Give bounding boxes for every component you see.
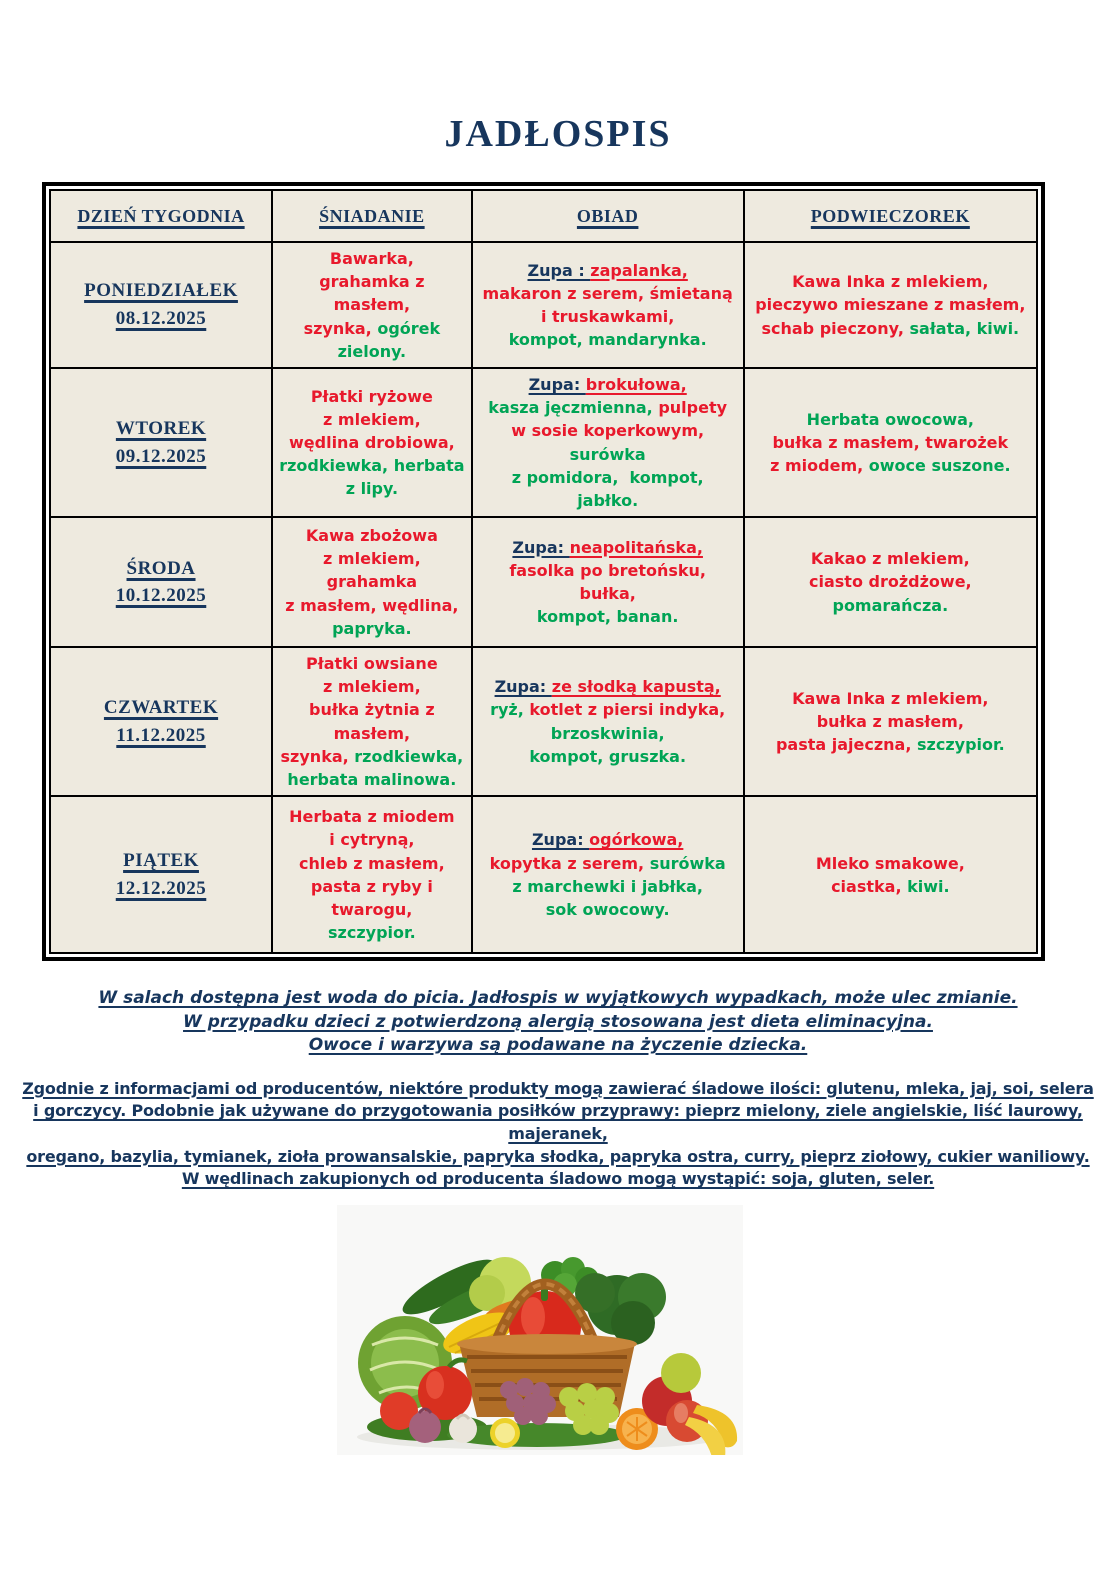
menu-item-text: bułka z masłem, twarożek xyxy=(772,432,1009,452)
menu-item-text: Mleko smakowe, xyxy=(815,853,965,873)
menu-item-text: kopytka z serem, xyxy=(489,853,650,873)
menu-line xyxy=(279,477,465,500)
day-name: PIĄTEK xyxy=(123,850,199,872)
menu-item-text: Kawa Inka z mlekiem, xyxy=(792,688,989,708)
menu-line xyxy=(279,828,465,851)
header-row xyxy=(50,190,1037,242)
menu-item-text: Zupa: xyxy=(512,537,570,557)
menu-item-text: Zupa: xyxy=(494,677,552,697)
snack-cell xyxy=(744,796,1037,953)
menu-item-text: pomarańcza. xyxy=(832,595,949,615)
menu-line xyxy=(279,317,465,363)
day-name: CZWARTEK xyxy=(103,697,219,719)
menu-item-text: Zupa : xyxy=(527,260,591,280)
menu-item-text: z mlekiem, xyxy=(323,677,421,697)
menu-item-text: makaron z serem, śmietaną xyxy=(482,283,733,303)
menu-line xyxy=(279,745,465,768)
menu-item-text: szynka, xyxy=(280,746,355,766)
menu-line xyxy=(279,594,465,617)
menu-item-text: Płatki ryżowe xyxy=(310,386,433,406)
menu-item-text: Kawa zbożowa xyxy=(305,526,438,546)
menu-item-text: z mlekiem, xyxy=(323,409,421,429)
day-cell xyxy=(50,242,272,368)
menu-line xyxy=(479,828,737,851)
menu-item-text: Zupa: xyxy=(531,830,590,850)
menu-line xyxy=(479,536,737,559)
lunch-cell xyxy=(472,242,744,368)
table-row xyxy=(50,517,1037,647)
snack-cell xyxy=(744,517,1037,647)
menu-item-text: z marchewki i jabłka, xyxy=(512,876,703,896)
menu-item-text: sałata, kiwi. xyxy=(909,318,1020,338)
menu-line xyxy=(279,270,465,316)
menu-line xyxy=(751,454,1030,477)
lunch-cell xyxy=(472,368,744,517)
menu-item-text: Kakao z mlekiem, xyxy=(810,549,970,569)
menu-item-text: ogórkowa, xyxy=(589,830,684,850)
menu-item-text: owoce suszone. xyxy=(868,456,1011,476)
menu-line xyxy=(479,852,737,875)
note-line: Owoce i warzywa są podawane na życzenie dziecka. xyxy=(308,1035,808,1056)
day-date: 09.12.2025 xyxy=(115,445,207,467)
page-title: JADŁOSPIS xyxy=(444,113,672,155)
menu-line xyxy=(479,282,737,305)
column-header-lunch: OBIAD xyxy=(472,190,744,242)
day-name: PONIEDZIAŁEK xyxy=(84,280,238,302)
menu-item-text: z masłem, wędlina, xyxy=(285,595,459,615)
note-line: W salach dostępna jest woda do picia. Jadłospis w wyjątkowych wypadkach, może ulec zmianie. xyxy=(98,988,1018,1009)
day-cell xyxy=(50,517,272,647)
day-cell xyxy=(50,796,272,953)
menu-item-text: zapalanka, xyxy=(590,260,688,280)
menu-item-text: schab pieczony, xyxy=(761,318,910,338)
menu-line xyxy=(479,722,737,745)
menu-item-text: brokułowa, xyxy=(585,374,687,394)
menu-line xyxy=(479,605,737,628)
table-row xyxy=(50,368,1037,517)
footer-note-general xyxy=(0,987,1116,1057)
menu-item-text: neapolitańska, xyxy=(569,537,703,557)
day-name: ŚRODA xyxy=(126,557,196,579)
menu-item-text: szczypior. xyxy=(917,735,1005,755)
menu-table xyxy=(49,189,1038,954)
menu-line xyxy=(279,408,465,431)
day-date: 12.12.2025 xyxy=(115,877,207,899)
basket-illustration xyxy=(337,1205,743,1455)
breakfast-cell xyxy=(272,368,472,517)
menu-line xyxy=(279,652,465,675)
menu-item-text: ciastka, xyxy=(831,876,908,896)
menu-item-text: szynka, xyxy=(303,318,378,338)
menu-line xyxy=(479,396,737,419)
column-header-snack: PODWIECZOREK xyxy=(744,190,1037,242)
menu-line xyxy=(479,419,737,465)
menu-item-text: surówka xyxy=(569,444,646,464)
menu-item-text: Kawa Inka z mlekiem, xyxy=(792,272,989,292)
menu-item-text: z pomidora, kompot, jabłko. xyxy=(511,467,710,510)
menu-item-text: Bawarka, xyxy=(329,249,414,268)
menu-item-text: kompot, gruszka. xyxy=(529,746,687,766)
menu-line xyxy=(479,305,737,328)
menu-line xyxy=(751,710,1030,733)
menu-line xyxy=(751,594,1030,617)
menu-item-text: ze słodką kapustą, xyxy=(551,677,721,697)
menu-line xyxy=(751,317,1030,340)
menu-line xyxy=(479,698,737,721)
menu-item-text: bułka żytnia z masłem, xyxy=(309,700,441,743)
menu-item-text: surówka xyxy=(649,853,726,873)
menu-item-text: i cytryną, xyxy=(329,830,415,850)
menu-line xyxy=(479,675,737,698)
breakfast-cell xyxy=(272,647,472,796)
menu-item-text: Płatki owsiane xyxy=(306,654,438,674)
day-date: 11.12.2025 xyxy=(116,724,206,746)
menu-item-text: brzoskwinia, xyxy=(550,723,665,743)
menu-line xyxy=(751,687,1030,710)
day-cell xyxy=(50,647,272,796)
note-line: oregano, bazylia, tymianek, zioła prowansalskie, papryka słodka, papryka ostra, curry, pieprz ziołowy, cukier waniliowy. xyxy=(26,1146,1090,1166)
menu-line xyxy=(751,547,1030,570)
menu-line xyxy=(279,675,465,698)
menu-line xyxy=(279,617,465,640)
table-row xyxy=(50,796,1037,953)
menu-item-text: pasta jajeczna, xyxy=(775,735,917,755)
menu-line xyxy=(279,524,465,547)
menu-line xyxy=(479,745,737,768)
menu-line xyxy=(479,259,737,282)
menu-item-text: chleb z masłem, xyxy=(299,853,445,873)
note-line: W przypadku dzieci z potwierdzoną alergią stosowana jest dieta eliminacyjna. xyxy=(183,1011,933,1032)
menu-line xyxy=(479,328,737,351)
menu-item-text: rzodkiewka, xyxy=(354,746,464,766)
fruit-vegetable-basket-image xyxy=(337,1205,743,1455)
column-header-day: DZIEŃ TYGODNIA xyxy=(50,190,272,242)
breakfast-cell xyxy=(272,242,472,368)
note-line: i gorczycy. Podobnie jak używane do przygotowania posiłków przyprawy: pieprz mielony, ziele angielskie, liść laurowy, majeranek, xyxy=(33,1101,1083,1143)
menu-item-text: papryka. xyxy=(332,618,412,638)
menu-item-text: pulpety xyxy=(658,398,728,418)
menu-item-text: kotlet z piersi indyka, xyxy=(529,700,726,720)
menu-item-text: bułka z masłem, xyxy=(816,712,964,732)
menu-item-text: Zupa: xyxy=(528,374,586,394)
menu-item-text: wędlina drobiowa, xyxy=(289,432,455,452)
menu-line xyxy=(479,898,737,921)
menu-item-text: Herbata z miodem xyxy=(289,807,455,827)
menu-line xyxy=(751,270,1030,293)
menu-line xyxy=(751,431,1030,454)
day-date: 08.12.2025 xyxy=(115,307,207,329)
snack-cell xyxy=(744,242,1037,368)
menu-item-text: pieczywo mieszane z masłem, xyxy=(755,295,1026,315)
menu-item-text: z lipy. xyxy=(345,479,399,499)
breakfast-cell xyxy=(272,796,472,953)
column-header-breakfast: ŚNIADANIE xyxy=(272,190,472,242)
menu-line xyxy=(279,385,465,408)
table-row xyxy=(50,647,1037,796)
note-line: W wędlinach zakupionych od producenta śladowo mogą wystąpić: soja, gluten, seler. xyxy=(181,1169,935,1189)
menu-item-text: kompot, banan. xyxy=(536,607,679,627)
menu-line xyxy=(279,768,465,791)
menu-item-text: kiwi. xyxy=(907,876,950,896)
menu-item-text: rzodkiewka, herbata xyxy=(279,456,465,476)
day-date: 10.12.2025 xyxy=(115,585,207,607)
lunch-cell xyxy=(472,647,744,796)
menu-line xyxy=(279,921,465,944)
menu-line xyxy=(279,454,465,477)
snack-cell xyxy=(744,368,1037,517)
menu-item-text: kasza jęczmienna, xyxy=(488,398,659,418)
menu-line xyxy=(479,559,737,605)
menu-line xyxy=(279,805,465,828)
menu-line xyxy=(279,547,465,593)
menu-item-text: szczypior. xyxy=(328,923,416,943)
note-line: Zgodnie z informacjami od producentów, niektóre produkty mogą zawierać śladowe ilości: glutenu, mleka, jaj, soi, selera xyxy=(22,1078,1094,1098)
day-cell xyxy=(50,368,272,517)
menu-item-text: z mlekiem, grahamka xyxy=(323,549,427,592)
menu-line xyxy=(279,431,465,454)
menu-line xyxy=(279,247,465,270)
snack-cell xyxy=(744,647,1037,796)
menu-line xyxy=(751,408,1030,431)
menu-line xyxy=(479,373,737,396)
menu-line xyxy=(751,852,1030,875)
menu-item-text: kompot, mandarynka. xyxy=(508,330,707,350)
menu-line xyxy=(479,875,737,898)
menu-table-frame xyxy=(42,182,1045,961)
menu-item-text: z miodem, xyxy=(770,456,869,476)
menu-item-text: sok owocowy. xyxy=(545,899,670,919)
menu-item-text: Herbata owocowa, xyxy=(806,409,974,429)
menu-item-text: grahamka z masłem, xyxy=(319,272,431,315)
menu-item-text: w sosie koperkowym, xyxy=(511,421,710,441)
menu-line xyxy=(751,875,1030,898)
menu-line xyxy=(751,733,1030,756)
menu-item-text: ogórek zielony. xyxy=(337,318,446,361)
menu-line xyxy=(279,698,465,744)
document-page xyxy=(0,112,1116,1594)
menu-item-text: fasolka po bretońsku, bułka, xyxy=(509,560,712,604)
menu-item-text: i truskawkami, xyxy=(540,306,675,326)
menu-line xyxy=(279,875,465,921)
menu-item-text: pasta z ryby i twarogu, xyxy=(310,876,439,919)
footer-note-allergens xyxy=(0,1078,1116,1192)
lunch-cell xyxy=(472,517,744,647)
breakfast-cell xyxy=(272,517,472,647)
menu-item-text: herbata malinowa. xyxy=(287,770,457,789)
menu-line xyxy=(751,293,1030,316)
table-row xyxy=(50,242,1037,368)
menu-line xyxy=(751,570,1030,593)
menu-item-text: ryż, xyxy=(490,700,530,720)
menu-table-body xyxy=(50,242,1037,953)
day-name: WTOREK xyxy=(115,417,207,439)
menu-line xyxy=(479,466,737,512)
menu-line xyxy=(279,852,465,875)
menu-item-text: ciasto drożdżowe, xyxy=(809,572,972,592)
lunch-cell xyxy=(472,796,744,953)
